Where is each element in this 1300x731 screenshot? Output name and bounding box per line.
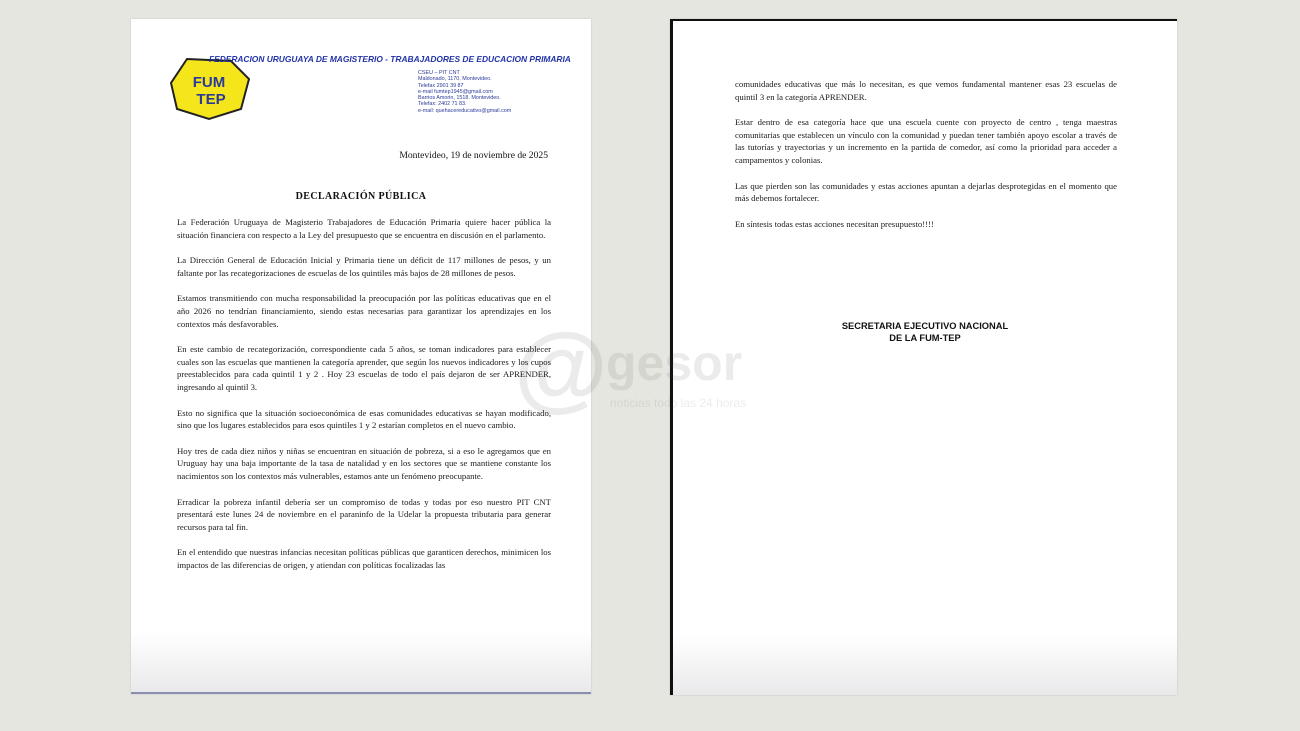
paragraph: Esto no significa que la situación socioeconómica de esas comunidades educativas se hayan modificado, sino que los lugares establecidos para esos quintiles 1 y 2 estarían completos en el nuevo cambio. bbox=[177, 407, 551, 431]
watermark-tagline: noticias todo bbox=[610, 396, 678, 410]
contact-line: e-mail fumtep1945@gmail.com bbox=[418, 88, 493, 95]
fumtep-logo bbox=[169, 57, 253, 121]
paragraph: La Dirección General de Educación Inicial y Primaria tiene un déficit de 117 millones de pesos, y un faltante por las recategorizaciones de escuelas de los quintiles más bajos de 28 millones de pesos. bbox=[177, 255, 551, 278]
signature-block bbox=[673, 320, 1177, 344]
document-date: Montevideo, 19 de noviembre de 2025 bbox=[399, 150, 548, 161]
paragraph: Erradicar la pobreza infantil debería ser un compromiso de todas y todas por eso nuestro PIT CNT presentará este lunes 24 de noviembre en el paraninfo de la Udelar la propuesta tributaria para generar recursos para tal fin. bbox=[177, 496, 551, 532]
paragraph: Estar dentro de esa categoría hace que una escuela cuente con proyecto de centro , tenga maestras comunitarias que establecen un vínculo con la comunidad y puedan tener también apoyo escolar a través de las tutorías y trayectorias y un incremento en la partida de comedor, así como la prioridad para acceder a campamentos y colonias. bbox=[735, 117, 1117, 165]
page-2-body bbox=[735, 78, 1117, 243]
paragraph: En este cambio de recategorización, correspondiente cada 5 años, se toman indicadores para establecer cuales son las escuelas que mantienen la categoría aprender, que según los nuevos indicadores y los cupos preestablecidos para cada quintil 1 y 2 . Hoy 23 escuelas de todo el país dejaron de ser APRENDER, ingresando al quintil 3. bbox=[177, 344, 551, 392]
paragraph: La Federación Uruguaya de Magisterio Trabajadores de Educación Primaria quiere hacer pública la situación financiera con respecto a la Ley del presupuesto que se encuentra en discusión en el parlamento. bbox=[177, 217, 551, 240]
contact-line: Maldonado, 1170. Montevideo. bbox=[418, 76, 492, 83]
logo-text-line-2: TEP bbox=[196, 91, 226, 108]
contact-line: Telefax: 2402 71 83. bbox=[418, 101, 467, 108]
contact-block bbox=[418, 70, 583, 114]
paragraph: comunidades educativas que más lo necesitan, es que vemos fundamental mantener esas 23 escuelas de quintil 3 en la categoría APRENDER. bbox=[735, 79, 1117, 102]
document-page-1 bbox=[131, 19, 591, 694]
paragraph: En síntesis todas estas acciones necesitan presupuesto!!!! bbox=[735, 218, 934, 229]
document-page-2 bbox=[670, 19, 1177, 695]
page-bottom-fade bbox=[131, 632, 591, 692]
contact-line: Barrios Amorin, 1518. Montevideo. bbox=[418, 95, 501, 102]
page-bottom-fade bbox=[673, 635, 1177, 695]
logo-text-line-1: FUM bbox=[192, 74, 226, 91]
contact-line: e-mail: quehacereducativo@gmail.com bbox=[418, 107, 512, 114]
signature-line: SECRETARIA EJECUTIVO NACIONAL bbox=[841, 321, 1009, 331]
page-1-body bbox=[177, 216, 551, 584]
document-title: DECLARACIÓN PÚBLICA bbox=[295, 191, 427, 202]
paragraph: Estamos transmitiendo con mucha responsabilidad la preocupación por las políticas educativas que en el año 2026 no tendrían financiamiento, siendo estas necesarias para garantizar los aprendizajes en los contextos más desfavorables. bbox=[177, 293, 551, 329]
organization-name: FEDERACION URUGUAYA DE MAGISTERIO - TRABAJADORES DE EDUCACION PRIMARIA bbox=[209, 54, 571, 64]
paragraph: Las que pierden son las comunidades y estas acciones apuntan a dejarlas desprotegidas en el momento que más debemos fortalecer. bbox=[735, 180, 1117, 204]
paragraph: En el entendido que nuestras infancias necesitan políticas públicas que garanticen derechos, minimicen los impactos de las diferencias de origen, y atiendan con políticas focalizadas las bbox=[177, 547, 551, 570]
signature-line: DE LA FUM-TEP bbox=[889, 333, 961, 343]
contact-line: Telefax 2901 39 87 bbox=[418, 82, 464, 89]
contact-line: CSEU – PIT CNT bbox=[418, 70, 460, 76]
paragraph: Hoy tres de cada diez niños y niñas se encuentran en situación de pobreza, si a eso le agregamos que en Uruguay hay una baja importante de la tasa de natalidad y en los sectores que se mantiene constante los nacimientos son los contextos más vulnerables, estamos ante un fenómeno preocupante. bbox=[177, 445, 551, 481]
